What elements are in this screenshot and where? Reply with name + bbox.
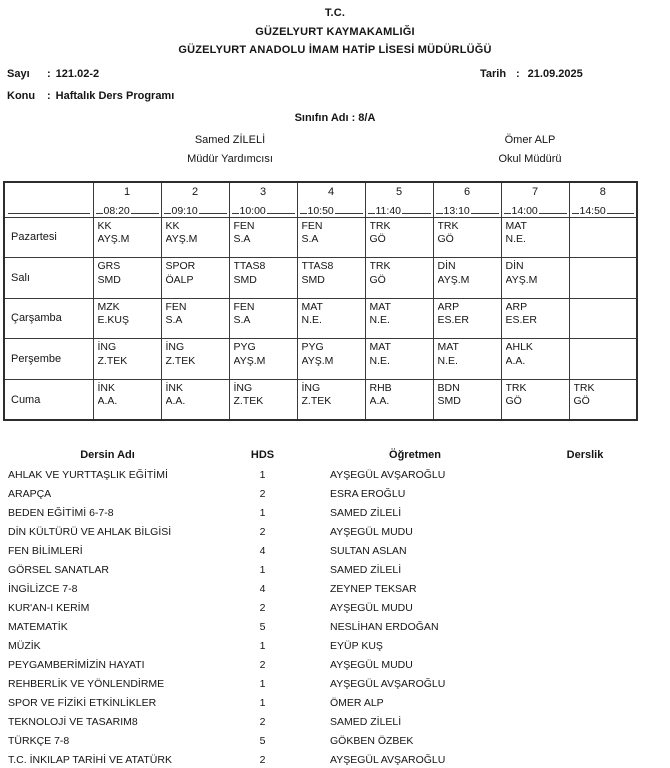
- course-hds: 2: [259, 753, 266, 766]
- period-time: 14:50: [570, 200, 637, 217]
- vice-principal-name: Samed ZİLELİ: [194, 133, 266, 146]
- teacher-abbrev: S.A: [301, 233, 319, 245]
- schedule-cell: [433, 217, 501, 258]
- schedule-row-Perşembe: [4, 339, 637, 380]
- course-teacher: ÖMER ALP: [330, 696, 384, 709]
- schedule-cell: [93, 339, 161, 380]
- course-row: [0, 636, 670, 655]
- teacher-abbrev: GÖ: [369, 233, 386, 245]
- period-number: 1: [123, 185, 131, 198]
- period-number: 2: [191, 185, 199, 198]
- lesson-code: DİN: [437, 260, 456, 273]
- schedule-cell: [501, 339, 569, 380]
- period-time: 10:00: [230, 200, 297, 217]
- letterhead: [0, 0, 670, 60]
- lesson-code: PYG: [301, 341, 324, 354]
- schedule-cell: [501, 379, 569, 420]
- lesson-code: SPOR: [165, 260, 196, 273]
- lesson-code: AHLK: [505, 341, 533, 354]
- schedule-cell: [433, 258, 501, 299]
- tarih-separator: :: [516, 67, 520, 80]
- course-teacher: AYŞEGÜL AVŞAROĞLU: [330, 677, 446, 690]
- course-rows: [0, 465, 670, 768]
- schedule-cell: [229, 258, 297, 299]
- schedule-row-Salı: [4, 258, 637, 299]
- lesson-code: FEN: [233, 219, 255, 232]
- teacher-abbrev: AYŞ.M: [437, 273, 470, 286]
- lesson-code: İNG: [97, 341, 117, 354]
- schedule-cell: [569, 379, 637, 420]
- day-label: Cuma: [4, 379, 93, 420]
- lesson-code: İNK: [165, 381, 184, 394]
- schedule-cell: [93, 298, 161, 339]
- teacher-abbrev: Z.TEK: [165, 354, 196, 367]
- schedule-cell: [501, 217, 569, 258]
- schedule-cell: [569, 258, 637, 299]
- teacher-abbrev: GÖ: [573, 395, 590, 408]
- teacher-abbrev: S.A: [233, 233, 251, 245]
- period-time: 10:50: [298, 200, 365, 217]
- course-row: [0, 503, 670, 522]
- lesson-code: TTAS8: [233, 260, 266, 273]
- period-header-5: [365, 182, 433, 218]
- lesson-code: MAT: [437, 341, 459, 354]
- course-name-header: Dersin Adı: [80, 448, 135, 461]
- tarih-label: Tarih: [480, 67, 507, 80]
- lesson-code: DİN: [505, 260, 524, 273]
- lesson-code: TRK: [573, 381, 595, 394]
- lesson-code: TTAS8: [301, 260, 334, 273]
- teacher-abbrev: SMD: [301, 273, 325, 286]
- teacher-abbrev: AYŞ.M: [165, 233, 198, 245]
- day-label: Salı: [4, 258, 93, 299]
- lesson-code: İNK: [97, 381, 116, 394]
- republic-title: T.C.: [324, 7, 346, 19]
- period-header-1: [93, 182, 161, 218]
- course-name: DİN KÜLTÜRÜ VE AHLAK BİLGİSİ: [8, 525, 172, 538]
- teacher-abbrev: SMD: [437, 395, 461, 408]
- course-row: [0, 579, 670, 598]
- course-row: [0, 712, 670, 731]
- sayi-separator: :: [47, 67, 51, 80]
- course-hds: 2: [259, 601, 266, 614]
- course-hds: 4: [259, 582, 266, 595]
- day-label: Pazartesi: [4, 217, 93, 258]
- schedule-cell: [161, 339, 229, 380]
- hds-header: HDS: [250, 448, 275, 461]
- course-teacher: AYŞEGÜL MUDU: [330, 601, 413, 614]
- course-row: [0, 674, 670, 693]
- schedule-cell: [93, 379, 161, 420]
- course-hds: 1: [259, 468, 266, 481]
- period-header-4: [297, 182, 365, 218]
- konu-row: [0, 85, 670, 107]
- schedule-cell: [229, 217, 297, 258]
- lesson-code: TRK: [369, 219, 391, 232]
- course-hds: 1: [259, 696, 266, 709]
- course-list-header-row: [0, 445, 670, 464]
- course-hds: 1: [259, 563, 266, 576]
- schedule-cell: [297, 298, 365, 339]
- period-time: 13:10: [434, 200, 501, 217]
- course-teacher: AYŞEGÜL AVŞAROĞLU: [330, 468, 446, 481]
- period-header-2: [161, 182, 229, 218]
- schedule-cell: [161, 217, 229, 258]
- schedule-cell: [297, 379, 365, 420]
- course-name: AHLAK VE YURTTAŞLIK EĞİTİMİ: [8, 468, 168, 481]
- teacher-abbrev: S.A: [233, 314, 251, 327]
- teacher-abbrev: A.A.: [97, 395, 118, 408]
- course-name: MÜZİK: [8, 639, 41, 652]
- course-teacher: ZEYNEP TEKSAR: [330, 582, 417, 595]
- schedule-row-Pazartesi: [4, 217, 637, 258]
- authority-title: GÜZELYURT KAYMAKAMLIĞI: [255, 25, 415, 38]
- schedule-cell: [229, 339, 297, 380]
- teacher-abbrev: Z.TEK: [97, 354, 128, 367]
- schedule-cell: [365, 379, 433, 420]
- vice-principal-title: Müdür Yardımcısı: [187, 152, 273, 165]
- teacher-abbrev: AYŞ.M: [505, 273, 538, 286]
- period-time: 09:10: [162, 200, 229, 217]
- sayi-label: Sayı: [7, 67, 30, 80]
- teacher-abbrev: N.E.: [369, 314, 390, 327]
- course-hds: 5: [259, 734, 266, 747]
- course-hds: 1: [259, 639, 266, 652]
- schedule-cell: [365, 298, 433, 339]
- course-teacher: SAMED ZİLELİ: [330, 563, 402, 576]
- document-meta: [0, 63, 670, 107]
- schedule-cell: [161, 298, 229, 339]
- period-time: 14:00: [502, 200, 569, 217]
- period-number: 6: [463, 185, 471, 198]
- course-row: [0, 522, 670, 541]
- teacher-abbrev: ÖALP: [165, 273, 194, 286]
- period-header-3: [229, 182, 297, 218]
- course-hds: 2: [259, 658, 266, 671]
- schedule-cell: [501, 298, 569, 339]
- schedule-cell: [433, 339, 501, 380]
- sayi-value: 121.02-2: [55, 67, 100, 80]
- course-teacher: SULTAN ASLAN: [330, 544, 407, 557]
- course-teacher: SAMED ZİLELİ: [330, 715, 402, 728]
- teacher-abbrev: N.E.: [437, 354, 458, 367]
- lesson-code: ARP: [505, 300, 528, 313]
- teacher-abbrev: GÖ: [437, 233, 454, 245]
- course-name: ARAPÇA: [8, 487, 52, 500]
- day-label: Çarşamba: [4, 298, 93, 339]
- course-hds: 2: [259, 715, 266, 728]
- teacher-abbrev: AYŞ.M: [97, 233, 130, 245]
- lesson-code: FEN: [165, 300, 187, 313]
- course-row: [0, 750, 670, 768]
- schedule-cell: [297, 258, 365, 299]
- teacher-abbrev: AYŞ.M: [301, 354, 334, 367]
- period-header-7: [501, 182, 569, 218]
- teacher-abbrev: N.E.: [301, 314, 322, 327]
- schedule-cell: [229, 298, 297, 339]
- lesson-code: İNG: [301, 381, 321, 394]
- schedule-cell: [161, 258, 229, 299]
- schedule-cell: [365, 339, 433, 380]
- schedule-cell: [569, 298, 637, 339]
- teacher-header: Öğretmen: [389, 448, 441, 461]
- course-row: [0, 541, 670, 560]
- period-time: 08:20: [94, 200, 161, 217]
- period-number: 8: [599, 185, 606, 198]
- principal-name: Ömer ALP: [504, 133, 556, 146]
- course-teacher: SAMED ZİLELİ: [330, 506, 402, 519]
- schedule-cell: [229, 379, 297, 420]
- teacher-abbrev: Z.TEK: [233, 395, 264, 408]
- school-title: GÜZELYURT ANADOLU İMAM HATİP LİSESİ MÜDÜRLÜĞÜ: [178, 44, 492, 56]
- teacher-abbrev: S.A: [165, 314, 183, 327]
- schedule-cell: [569, 217, 637, 258]
- lesson-code: KK: [165, 219, 180, 232]
- konu-separator: :: [47, 89, 51, 102]
- course-teacher: AYŞEGÜL MUDU: [330, 658, 413, 671]
- schedule-cell: [93, 258, 161, 299]
- principal-title: Okul Müdürü: [498, 152, 562, 165]
- period-header-6: [433, 182, 501, 218]
- tarih-row: [480, 63, 583, 85]
- course-name: KUR'AN-I KERİM: [8, 601, 90, 614]
- schedule-row-Çarşamba: [4, 298, 637, 339]
- course-hds: 5: [259, 620, 266, 633]
- course-name: PEYGAMBERİMİZİN HAYATI: [8, 658, 145, 671]
- lesson-code: RHB: [369, 381, 392, 394]
- period-header-8: [569, 182, 637, 218]
- course-hds: 1: [259, 677, 266, 690]
- schedule-cell: [433, 298, 501, 339]
- lesson-code: FEN: [301, 219, 323, 232]
- course-row: [0, 655, 670, 674]
- course-name: MATEMATİK: [8, 620, 68, 633]
- lesson-code: MAT: [369, 300, 391, 313]
- course-row: [0, 560, 670, 579]
- schedule-cell: [569, 339, 637, 380]
- lesson-code: BDN: [437, 381, 460, 394]
- period-number: 7: [531, 185, 539, 198]
- lesson-code: TRK: [369, 260, 391, 273]
- schedule-cell: [501, 258, 569, 299]
- period-header-row: [4, 182, 637, 218]
- course-name: TEKNOLOJİ VE TASARIM8: [8, 715, 138, 728]
- lesson-code: İNG: [233, 381, 253, 394]
- teacher-abbrev: ES.ER: [437, 314, 470, 327]
- lesson-code: MAT: [369, 341, 391, 354]
- course-teacher: AYŞEGÜL AVŞAROĞLU: [330, 753, 446, 766]
- teacher-abbrev: GÖ: [369, 273, 386, 286]
- course-name: T.C. İNKILAP TARİHİ VE ATATÜRK: [8, 753, 172, 766]
- course-row: [0, 484, 670, 503]
- course-row: [0, 731, 670, 750]
- lesson-code: GRS: [97, 260, 121, 273]
- corner-underline: [5, 183, 93, 217]
- schedule-cell: [297, 339, 365, 380]
- lesson-code: ARP: [437, 300, 460, 313]
- course-teacher: EYÜP KUŞ: [330, 639, 383, 652]
- lesson-code: MAT: [301, 300, 323, 313]
- lesson-code: MZK: [97, 300, 120, 313]
- signature-block: [0, 131, 670, 173]
- teacher-abbrev: AYŞ.M: [233, 354, 266, 367]
- course-name: İNGİLİZCE 7-8: [8, 582, 78, 595]
- course-row: [0, 617, 670, 636]
- lesson-code: TRK: [437, 219, 459, 232]
- course-hds: 4: [259, 544, 266, 557]
- course-name: SPOR VE FİZİKİ ETKİNLİKLER: [8, 696, 157, 709]
- course-row: [0, 465, 670, 484]
- vice-principal-signature: [130, 131, 330, 169]
- lesson-code: İNG: [165, 341, 185, 354]
- course-hds: 1: [259, 506, 266, 519]
- teacher-abbrev: A.A.: [505, 354, 526, 367]
- course-teacher: NESLİHAN ERDOĞAN: [330, 620, 439, 633]
- course-teacher: ESRA EROĞLU: [330, 487, 406, 500]
- room-header: Derslik: [566, 448, 604, 461]
- schedule-cell: [297, 217, 365, 258]
- konu-value: Haftalık Ders Programı: [55, 89, 175, 102]
- teacher-abbrev: N.E.: [505, 233, 526, 245]
- course-name: REHBERLİK VE YÖNLENDİRME: [8, 677, 165, 690]
- schedule-cell: [161, 379, 229, 420]
- course-name: TÜRKÇE 7-8: [8, 734, 70, 747]
- teacher-abbrev: SMD: [97, 273, 121, 286]
- course-name: GÖRSEL SANATLAR: [8, 563, 109, 576]
- lesson-code: MAT: [505, 219, 527, 232]
- teacher-abbrev: A.A.: [165, 395, 186, 408]
- lesson-code: TRK: [505, 381, 527, 394]
- konu-label: Konu: [7, 89, 36, 102]
- schedule-cell: [365, 217, 433, 258]
- lesson-code: PYG: [233, 341, 256, 354]
- course-row: [0, 693, 670, 712]
- class-name-title: Sınıfın Adı : 8/A: [294, 111, 376, 124]
- teacher-abbrev: N.E.: [369, 354, 390, 367]
- tarih-value: 21.09.2025: [527, 67, 583, 80]
- teacher-abbrev: SMD: [233, 273, 257, 286]
- schedule-cell: [365, 258, 433, 299]
- period-number: 4: [327, 185, 335, 198]
- lesson-code: KK: [97, 219, 112, 232]
- period-time: 11:40: [366, 200, 433, 217]
- course-hds: 2: [259, 525, 266, 538]
- schedule-cell: [93, 217, 161, 258]
- course-name: BEDEN EĞİTİMİ 6-7-8: [8, 506, 114, 519]
- schedule-cell: [433, 379, 501, 420]
- period-number: 3: [259, 185, 267, 198]
- course-teacher: AYŞEGÜL MUDU: [330, 525, 413, 538]
- teacher-abbrev: E.KUŞ: [97, 314, 130, 327]
- course-list: [0, 445, 670, 768]
- schedule-row-Cuma: [4, 379, 637, 420]
- teacher-abbrev: GÖ: [505, 395, 522, 408]
- weekly-schedule-table: [3, 181, 638, 422]
- course-name: FEN BİLİMLERİ: [8, 544, 83, 557]
- course-teacher: GÖKBEN ÖZBEK: [330, 734, 414, 747]
- schedule-corner-cell: [4, 182, 93, 218]
- teacher-abbrev: Z.TEK: [301, 395, 332, 408]
- day-label: Perşembe: [4, 339, 93, 380]
- teacher-abbrev: A.A.: [369, 395, 390, 408]
- lesson-code: FEN: [233, 300, 255, 313]
- course-row: [0, 598, 670, 617]
- course-hds: 2: [259, 487, 266, 500]
- period-number: 5: [395, 185, 403, 198]
- principal-signature: [430, 131, 630, 169]
- teacher-abbrev: ES.ER: [505, 314, 538, 327]
